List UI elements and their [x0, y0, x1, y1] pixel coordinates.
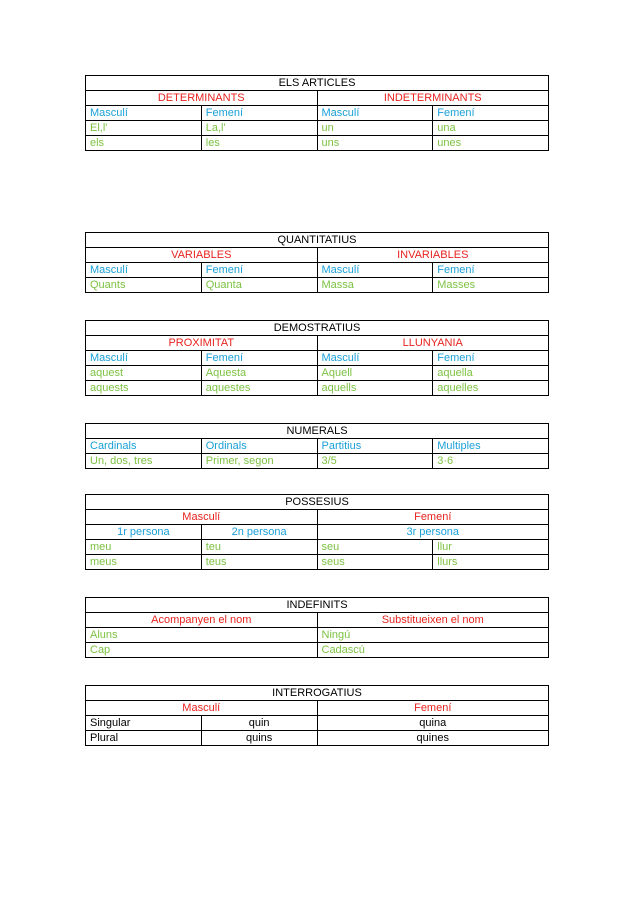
table-row — [86, 731, 549, 746]
table-cell: Masses — [433, 278, 549, 293]
column-header: Cardinals — [86, 439, 202, 454]
table-row — [86, 381, 549, 396]
table-cell: La,l' — [201, 121, 317, 136]
group-header: PROXIMITAT — [86, 336, 318, 351]
table-cell: Aluns — [86, 628, 318, 643]
table-row — [86, 278, 549, 293]
group-header: Acompanyen el nom — [86, 613, 318, 628]
person-header: 3r persona — [317, 525, 549, 540]
table-cell: les — [201, 136, 317, 151]
quantitatius-table — [85, 232, 549, 293]
group-header: DETERMINANTS — [86, 91, 318, 106]
table-cell: El,l' — [86, 121, 202, 136]
demostratius-table — [85, 320, 549, 396]
table-cell: aquelles — [433, 381, 549, 396]
table-cell: Quanta — [201, 278, 317, 293]
group-header: Masculí — [86, 510, 318, 525]
column-header: Masculí — [86, 351, 202, 366]
group-header: Masculí — [86, 701, 318, 716]
table-row — [86, 716, 549, 731]
table-cell: 3·6 — [433, 454, 549, 469]
table-row — [86, 454, 549, 469]
person-header: 1r persona — [86, 525, 202, 540]
table-cell: seu — [317, 540, 433, 555]
table-cell: llur — [433, 540, 549, 555]
table-row — [86, 643, 549, 658]
person-header: 2n persona — [201, 525, 317, 540]
possesius-table — [85, 494, 549, 570]
numerals-table — [85, 423, 549, 469]
row-label: Plural — [86, 731, 202, 746]
table-cell: quins — [201, 731, 317, 746]
table-cell: quin — [201, 716, 317, 731]
column-header: Masculí — [86, 106, 202, 121]
table-cell: llurs — [433, 555, 549, 570]
table-cell: meus — [86, 555, 202, 570]
interrogatius-table — [85, 685, 549, 746]
column-header: Femení — [433, 263, 549, 278]
group-header: Femení — [317, 510, 549, 525]
table-cell: 3/5 — [317, 454, 433, 469]
table-title: ELS ARTICLES — [86, 76, 549, 91]
group-header: INVARIABLES — [317, 248, 549, 263]
table-cell: Ningú — [317, 628, 549, 643]
group-header: VARIABLES — [86, 248, 318, 263]
table-cell: una — [433, 121, 549, 136]
indefinits-table — [85, 597, 549, 658]
table-cell: Cap — [86, 643, 318, 658]
table-cell: quina — [317, 716, 549, 731]
group-header: Femení — [317, 701, 549, 716]
articles-table — [85, 75, 549, 151]
row-label: Singular — [86, 716, 202, 731]
column-header: Ordinals — [201, 439, 317, 454]
column-header: Femení — [201, 106, 317, 121]
table-cell: aquella — [433, 366, 549, 381]
table-cell: els — [86, 136, 202, 151]
column-header: Masculí — [317, 263, 433, 278]
table-cell: aquestes — [201, 381, 317, 396]
table-title: POSSESIUS — [86, 495, 549, 510]
table-row — [86, 628, 549, 643]
table-cell: Quants — [86, 278, 202, 293]
table-cell: Massa — [317, 278, 433, 293]
column-header: Femení — [433, 351, 549, 366]
table-cell: Aquell — [317, 366, 433, 381]
table-row — [86, 136, 549, 151]
column-header: Partitius — [317, 439, 433, 454]
group-header: Substitueixen el nom — [317, 613, 549, 628]
table-title: QUANTITATIUS — [86, 233, 549, 248]
table-title: DEMOSTRATIUS — [86, 321, 549, 336]
table-cell: meu — [86, 540, 202, 555]
table-row — [86, 555, 549, 570]
column-header: Femení — [201, 263, 317, 278]
column-header: Femení — [433, 106, 549, 121]
table-title: INDEFINITS — [86, 598, 549, 613]
group-header: LLUNYANIA — [317, 336, 549, 351]
column-header: Masculí — [317, 106, 433, 121]
table-cell: seus — [317, 555, 433, 570]
table-cell: aquells — [317, 381, 433, 396]
table-title: INTERROGATIUS — [86, 686, 549, 701]
group-header: INDETERMINANTS — [317, 91, 549, 106]
table-title: NUMERALS — [86, 424, 549, 439]
table-cell: quines — [317, 731, 549, 746]
table-cell: un — [317, 121, 433, 136]
table-cell: unes — [433, 136, 549, 151]
column-header: Masculí — [317, 351, 433, 366]
table-row — [86, 540, 549, 555]
table-cell: Un, dos, tres — [86, 454, 202, 469]
table-cell: Primer, segon — [201, 454, 317, 469]
table-row — [86, 121, 549, 136]
table-row — [86, 366, 549, 381]
column-header: Masculí — [86, 263, 202, 278]
table-cell: uns — [317, 136, 433, 151]
table-cell: aquest — [86, 366, 202, 381]
table-cell: teus — [201, 555, 317, 570]
table-cell: aquests — [86, 381, 202, 396]
table-cell: Cadascú — [317, 643, 549, 658]
table-cell: teu — [201, 540, 317, 555]
table-cell: Aquesta — [201, 366, 317, 381]
column-header: Multiples — [433, 439, 549, 454]
column-header: Femení — [201, 351, 317, 366]
